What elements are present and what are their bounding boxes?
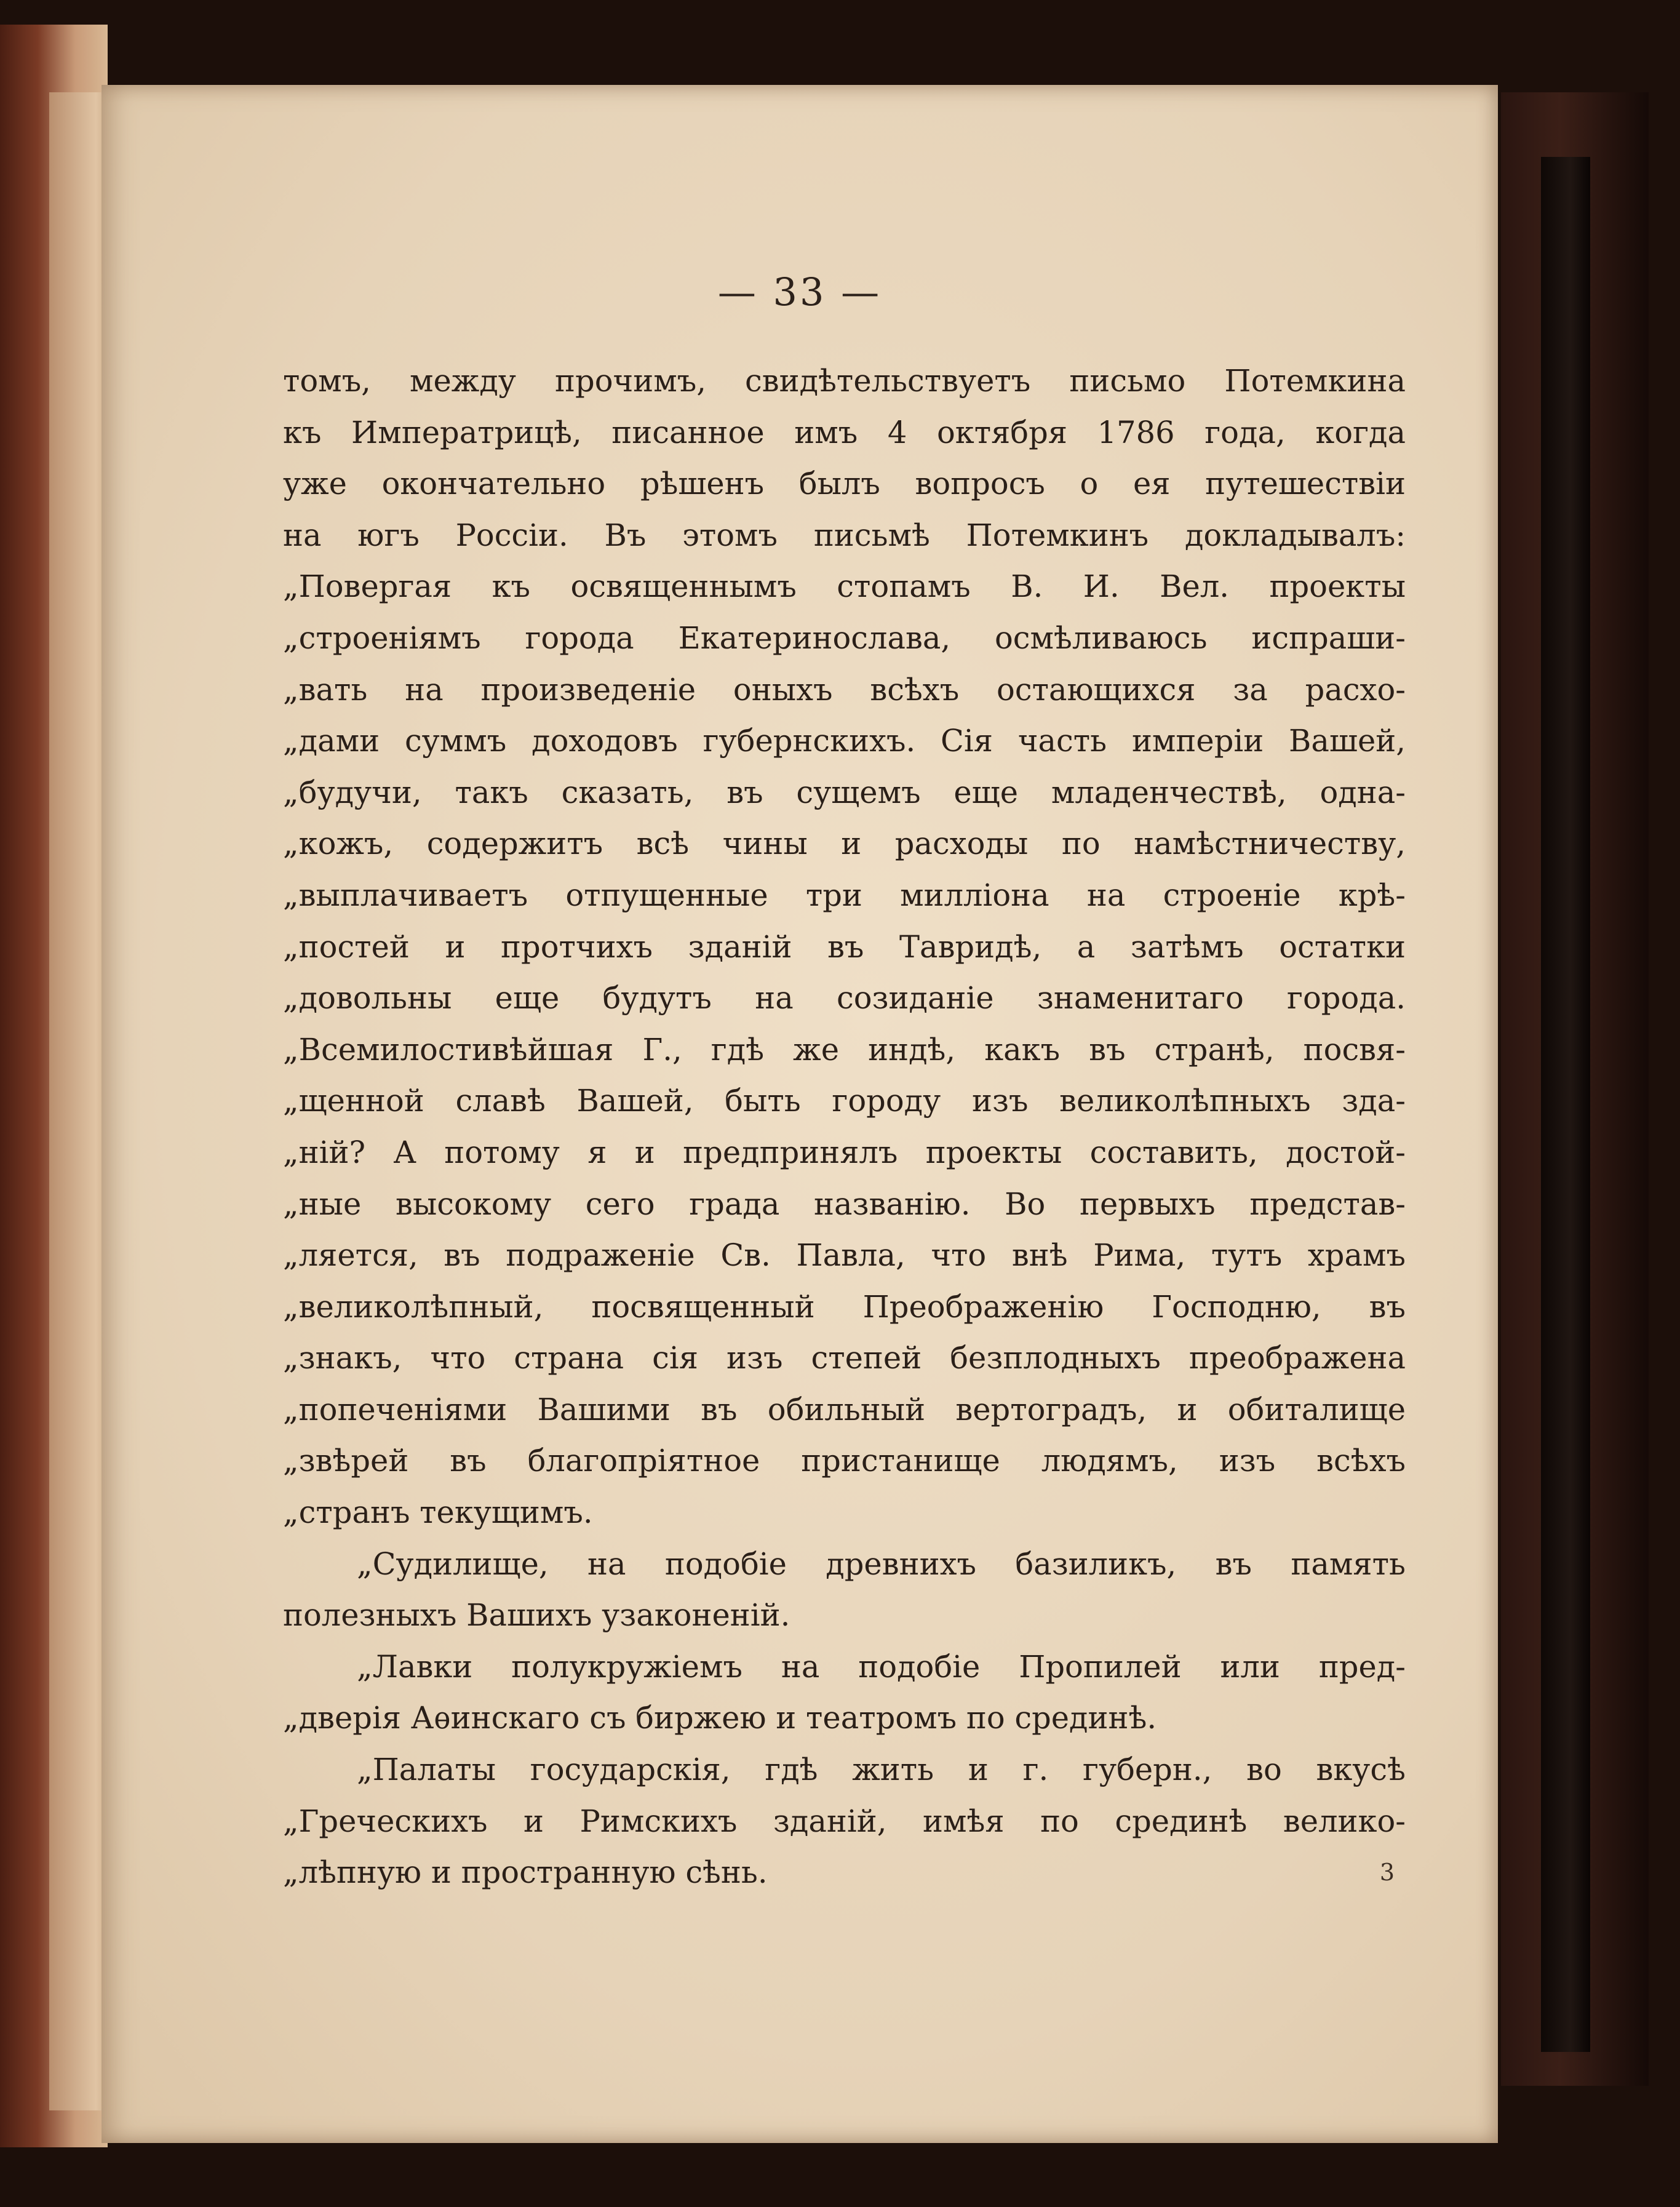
text-line-content: „щенной славѣ Вашей, быть городу изъ великолѣпныхъ зда- (283, 1083, 1406, 1119)
text-line-content: „звѣрей въ благопріятное пристанище людямъ, изъ всѣхъ (283, 1443, 1406, 1479)
text-line (283, 1487, 1406, 1539)
text-line (283, 1539, 1406, 1590)
text-line (283, 1024, 1406, 1076)
text-line (283, 1282, 1406, 1333)
text-line-content: „дами суммъ доходовъ губернскихъ. Сія часть имперіи Вашей, (283, 723, 1406, 759)
text-line (283, 1076, 1406, 1127)
text-line (283, 922, 1406, 973)
text-line-content: „ній? А потому я и предпринялъ проекты составить, достой- (283, 1134, 1406, 1170)
text-line (283, 510, 1406, 562)
text-line-content: „Лавки полукружіемъ на подобіе Пропилей или пред- (357, 1648, 1406, 1685)
text-line-content: „Судилище, на подобіе древнихъ базиликъ, въ память (357, 1546, 1406, 1582)
text-line-content: „попеченіями Вашими въ обильный вертоградъ, и обиталище (283, 1391, 1406, 1427)
text-line (283, 1796, 1406, 1848)
page-body-text (283, 356, 1406, 1899)
text-line (283, 561, 1406, 613)
text-line (283, 870, 1406, 922)
text-line (283, 664, 1406, 716)
text-line-content: уже окончательно рѣшенъ былъ вопросъ о ея путешествіи (283, 466, 1406, 502)
text-line-content: „постей и протчихъ зданій въ Тавридѣ, а затѣмъ остатки (283, 928, 1406, 965)
text-line (283, 1847, 1406, 1899)
text-line-content: „Палаты государскія, гдѣ жить и г. губерн., во вкусѣ (357, 1752, 1406, 1788)
text-line (283, 973, 1406, 1024)
signature-mark: 3 (1379, 1859, 1395, 1886)
text-line (283, 1179, 1406, 1231)
facing-page-edge (49, 92, 108, 2110)
text-line-content: „вать на произведеніе оныхъ всѣхъ остающихся за расхо- (283, 671, 1406, 708)
text-line-content: „лѣпную и пространную сѣнь. (283, 1854, 768, 1891)
text-line-content: „ляется, въ подраженіе Св. Павла, что внѣ Рима, тутъ храмъ (283, 1237, 1406, 1274)
text-line-content: „выплачиваетъ отпущенные три милліона на строеніе крѣ- (283, 877, 1406, 913)
text-line-content: „кожъ, содержитъ всѣ чины и расходы по намѣстничеству, (283, 826, 1406, 862)
text-line-content: „Всемилостивѣйшая Г., гдѣ же индѣ, какъ въ странѣ, посвя- (283, 1031, 1406, 1068)
text-line (283, 716, 1406, 767)
text-line (283, 767, 1406, 819)
text-line (283, 458, 1406, 510)
text-line-content: „Греческихъ и Римскихъ зданій, имѣя по срединѣ велико- (283, 1803, 1406, 1839)
text-line (283, 1642, 1406, 1693)
text-line-content: „Повергая къ освященнымъ стопамъ В. И. Вел. проекты (283, 569, 1406, 605)
text-line-content: „знакъ, что страна сія изъ степей безплодныхъ преображена (283, 1340, 1406, 1376)
text-line (283, 818, 1406, 870)
text-line-content: „строеніямъ города Екатеринослава, осмѣливаюсь испраши- (283, 620, 1406, 656)
text-line (283, 1384, 1406, 1436)
book-page (102, 85, 1498, 2143)
text-line (283, 1744, 1406, 1796)
text-line (283, 1230, 1406, 1282)
text-line-content: „будучи, такъ сказать, въ сущемъ еще младенчествѣ, одна- (283, 774, 1406, 810)
text-line-content: „дверія Аѳинскаго съ биржею и театромъ по срединѣ. (283, 1700, 1157, 1736)
text-line (283, 356, 1406, 407)
text-line (283, 1590, 1406, 1642)
text-line (283, 1127, 1406, 1179)
text-line-content: „странъ текущимъ. (283, 1495, 593, 1531)
text-line-content: „великолѣпный, посвященный Преображенію Господню, въ (283, 1288, 1406, 1325)
text-line (283, 1435, 1406, 1487)
text-line (283, 1693, 1406, 1744)
text-line-content: „довольны еще будутъ на созиданіе знаменитаго города. (283, 980, 1406, 1016)
text-line-content: „ные высокому сего града названію. Во первыхъ представ- (283, 1186, 1406, 1222)
text-line (283, 613, 1406, 664)
text-line (283, 1333, 1406, 1384)
text-line-content: томъ, между прочимъ, свидѣтельствуетъ письмо Потемкина (283, 363, 1406, 399)
text-line-content: къ Императрицѣ, писанное имъ 4 октября 1786 года, когда (283, 414, 1406, 450)
page-number: — 33 — (717, 269, 882, 314)
text-line-content: полезныхъ Вашихъ узаконеній. (283, 1597, 790, 1634)
text-line-content: на югъ Россіи. Въ этомъ письмѣ Потемкинъ докладывалъ: (283, 517, 1406, 553)
text-line (283, 407, 1406, 459)
book-cover-edge (1541, 157, 1590, 2052)
